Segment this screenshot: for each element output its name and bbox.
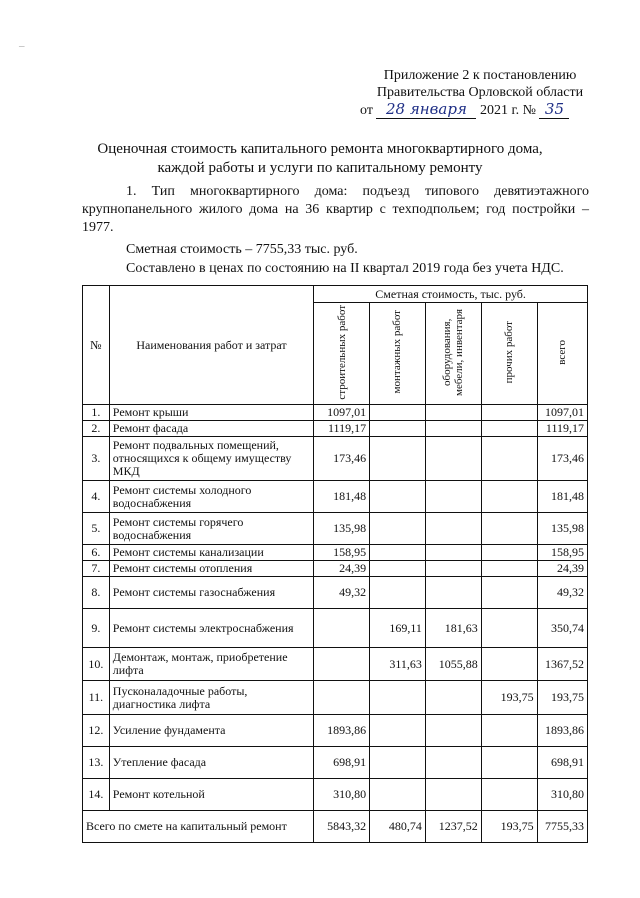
- row-equipment-value: [425, 513, 481, 545]
- total-installation: 480,74: [370, 811, 426, 843]
- row-total-value: 1097,01: [537, 405, 587, 421]
- row-number: 14.: [83, 779, 110, 811]
- row-other-value: [481, 715, 537, 747]
- row-equipment-value: [425, 715, 481, 747]
- table-row: [83, 405, 588, 421]
- row-equipment-value: [425, 545, 481, 561]
- row-number: 13.: [83, 747, 110, 779]
- date-prefix: от: [360, 103, 373, 118]
- row-number: 10.: [83, 648, 110, 681]
- row-construction-value: 24,39: [314, 561, 370, 577]
- table-row: [83, 715, 588, 747]
- row-installation-value: [370, 513, 426, 545]
- row-total-value: 24,39: [537, 561, 587, 577]
- row-work-name: Ремонт системы горячего водоснабжения: [109, 513, 313, 545]
- table-row: [83, 648, 588, 681]
- row-construction-value: 1119,17: [314, 421, 370, 437]
- row-installation-value: [370, 779, 426, 811]
- total-other: 193,75: [481, 811, 537, 843]
- row-installation-value: [370, 481, 426, 513]
- table-row: [83, 437, 588, 481]
- table-row: [83, 545, 588, 561]
- header-cost-group: Сметная стоимость, тыс. руб.: [314, 286, 588, 303]
- row-work-name: Усиление фундамента: [109, 715, 313, 747]
- row-other-value: [481, 405, 537, 421]
- row-total-value: 135,98: [537, 513, 587, 545]
- total-label: Всего по смете на капитальный ремонт: [83, 811, 314, 843]
- header-other: прочих работ: [481, 303, 537, 405]
- row-total-value: 1119,17: [537, 421, 587, 437]
- row-construction-value: 158,95: [314, 545, 370, 561]
- row-other-value: [481, 437, 537, 481]
- row-total-value: 49,32: [537, 577, 587, 609]
- total-equipment: 1237,52: [425, 811, 481, 843]
- handwritten-date: 28 января: [376, 101, 476, 119]
- row-other-value: [481, 561, 537, 577]
- row-work-name: Демонтаж, монтаж, приобретение лифта: [109, 648, 313, 681]
- row-construction-value: 1097,01: [314, 405, 370, 421]
- row-construction-value: [314, 648, 370, 681]
- row-installation-value: [370, 577, 426, 609]
- row-installation-value: [370, 715, 426, 747]
- row-construction-value: 173,46: [314, 437, 370, 481]
- table-row: [83, 779, 588, 811]
- row-number: 3.: [83, 437, 110, 481]
- row-number: 5.: [83, 513, 110, 545]
- row-total-value: 1893,86: [537, 715, 587, 747]
- title-line-2: каждой работы и услуги по капитальному ремонту: [157, 160, 483, 176]
- row-other-value: [481, 421, 537, 437]
- table-row: [83, 513, 588, 545]
- row-number: 4.: [83, 481, 110, 513]
- row-number: 6.: [83, 545, 110, 561]
- table-row: [83, 561, 588, 577]
- header-number: №: [83, 286, 110, 405]
- row-equipment-value: [425, 561, 481, 577]
- table-row: [83, 481, 588, 513]
- row-other-value: [481, 577, 537, 609]
- row-construction-value: 310,80: [314, 779, 370, 811]
- row-total-value: 173,46: [537, 437, 587, 481]
- row-work-name: Ремонт системы электроснабжения: [109, 609, 313, 648]
- row-equipment-value: [425, 779, 481, 811]
- header-installation: монтажных работ: [370, 303, 426, 405]
- row-installation-value: [370, 681, 426, 715]
- row-equipment-value: [425, 421, 481, 437]
- row-installation-value: [370, 437, 426, 481]
- appendix-line-2: Правительства Орловской области: [376, 85, 584, 100]
- row-work-name: Ремонт системы холодного водоснабжения: [109, 481, 313, 513]
- row-other-value: [481, 648, 537, 681]
- row-number: 8.: [83, 577, 110, 609]
- row-total-value: 310,80: [537, 779, 587, 811]
- header-construction: строительных работ: [314, 303, 370, 405]
- row-construction-value: [314, 681, 370, 715]
- row-installation-value: [370, 545, 426, 561]
- row-other-value: [481, 545, 537, 561]
- margin-mark: –: [19, 40, 25, 52]
- table-row: [83, 609, 588, 648]
- document-title: [70, 140, 570, 178]
- row-equipment-value: [425, 481, 481, 513]
- row-construction-value: 181,48: [314, 481, 370, 513]
- row-equipment-value: [425, 577, 481, 609]
- row-total-value: 158,95: [537, 545, 587, 561]
- total-row: [83, 811, 588, 843]
- handwritten-number: 35: [539, 101, 569, 119]
- house-type-paragraph: 1. Тип многоквартирного дома: подъезд типового девятиэтажного крупнопанельного жилого дома на 36 квартир с техподпольем; год постройки – 1977.: [82, 184, 589, 235]
- row-work-name: Ремонт системы канализации: [109, 545, 313, 561]
- table-row: [83, 421, 588, 437]
- appendix-line-1: Приложение 2 к постановлению: [383, 68, 577, 83]
- row-installation-value: [370, 747, 426, 779]
- row-construction-value: 698,91: [314, 747, 370, 779]
- row-work-name: Ремонт системы отопления: [109, 561, 313, 577]
- table-row: [83, 747, 588, 779]
- row-total-value: 1367,52: [537, 648, 587, 681]
- row-construction-value: 1893,86: [314, 715, 370, 747]
- appendix-header: [360, 67, 600, 119]
- row-other-value: [481, 481, 537, 513]
- row-number: 7.: [83, 561, 110, 577]
- row-other-value: 193,75: [481, 681, 537, 715]
- estimate-table: [82, 285, 588, 843]
- total-construction: 5843,32: [314, 811, 370, 843]
- row-equipment-value: [425, 437, 481, 481]
- row-equipment-value: [425, 747, 481, 779]
- row-other-value: [481, 747, 537, 779]
- row-equipment-value: 1055,88: [425, 648, 481, 681]
- year-text: 2021 г. №: [479, 103, 536, 118]
- total-all: 7755,33: [537, 811, 587, 843]
- header-total: всего: [537, 303, 587, 405]
- row-number: 1.: [83, 405, 110, 421]
- row-other-value: [481, 779, 537, 811]
- row-work-name: Ремонт подвальных помещений, относящихся к общему имуществу МКД: [109, 437, 313, 481]
- row-installation-value: [370, 405, 426, 421]
- row-construction-value: [314, 609, 370, 648]
- row-equipment-value: [425, 681, 481, 715]
- row-equipment-value: 181,63: [425, 609, 481, 648]
- row-total-value: 181,48: [537, 481, 587, 513]
- table-row: [83, 681, 588, 715]
- row-number: 2.: [83, 421, 110, 437]
- row-construction-value: 135,98: [314, 513, 370, 545]
- row-work-name: Ремонт системы газоснабжения: [109, 577, 313, 609]
- header-equipment: оборудования, мебели, инвентаря: [425, 303, 481, 405]
- row-installation-value: [370, 561, 426, 577]
- row-number: 12.: [83, 715, 110, 747]
- price-basis-line: Составлено в ценах по состоянию на II квартал 2019 года без учета НДС.: [126, 261, 564, 276]
- row-work-name: Ремонт фасада: [109, 421, 313, 437]
- row-work-name: Ремонт котельной: [109, 779, 313, 811]
- header-name: Наименования работ и затрат: [109, 286, 313, 405]
- row-work-name: Ремонт крыши: [109, 405, 313, 421]
- title-line-1: Оценочная стоимость капитального ремонта многоквартирного дома,: [97, 141, 543, 157]
- row-installation-value: 169,11: [370, 609, 426, 648]
- row-number: 11.: [83, 681, 110, 715]
- row-equipment-value: [425, 405, 481, 421]
- row-total-value: 350,74: [537, 609, 587, 648]
- row-other-value: [481, 609, 537, 648]
- row-installation-value: 311,63: [370, 648, 426, 681]
- table-row: [83, 577, 588, 609]
- table-body: [83, 405, 588, 811]
- row-number: 9.: [83, 609, 110, 648]
- row-installation-value: [370, 421, 426, 437]
- estimate-total-line: Сметная стоимость – 7755,33 тыс. руб.: [126, 242, 358, 257]
- row-total-value: 698,91: [537, 747, 587, 779]
- row-work-name: Утепление фасада: [109, 747, 313, 779]
- row-total-value: 193,75: [537, 681, 587, 715]
- row-work-name: Пусконаладочные работы, диагностика лифта: [109, 681, 313, 715]
- row-construction-value: 49,32: [314, 577, 370, 609]
- row-other-value: [481, 513, 537, 545]
- appendix-date-line: [360, 101, 600, 119]
